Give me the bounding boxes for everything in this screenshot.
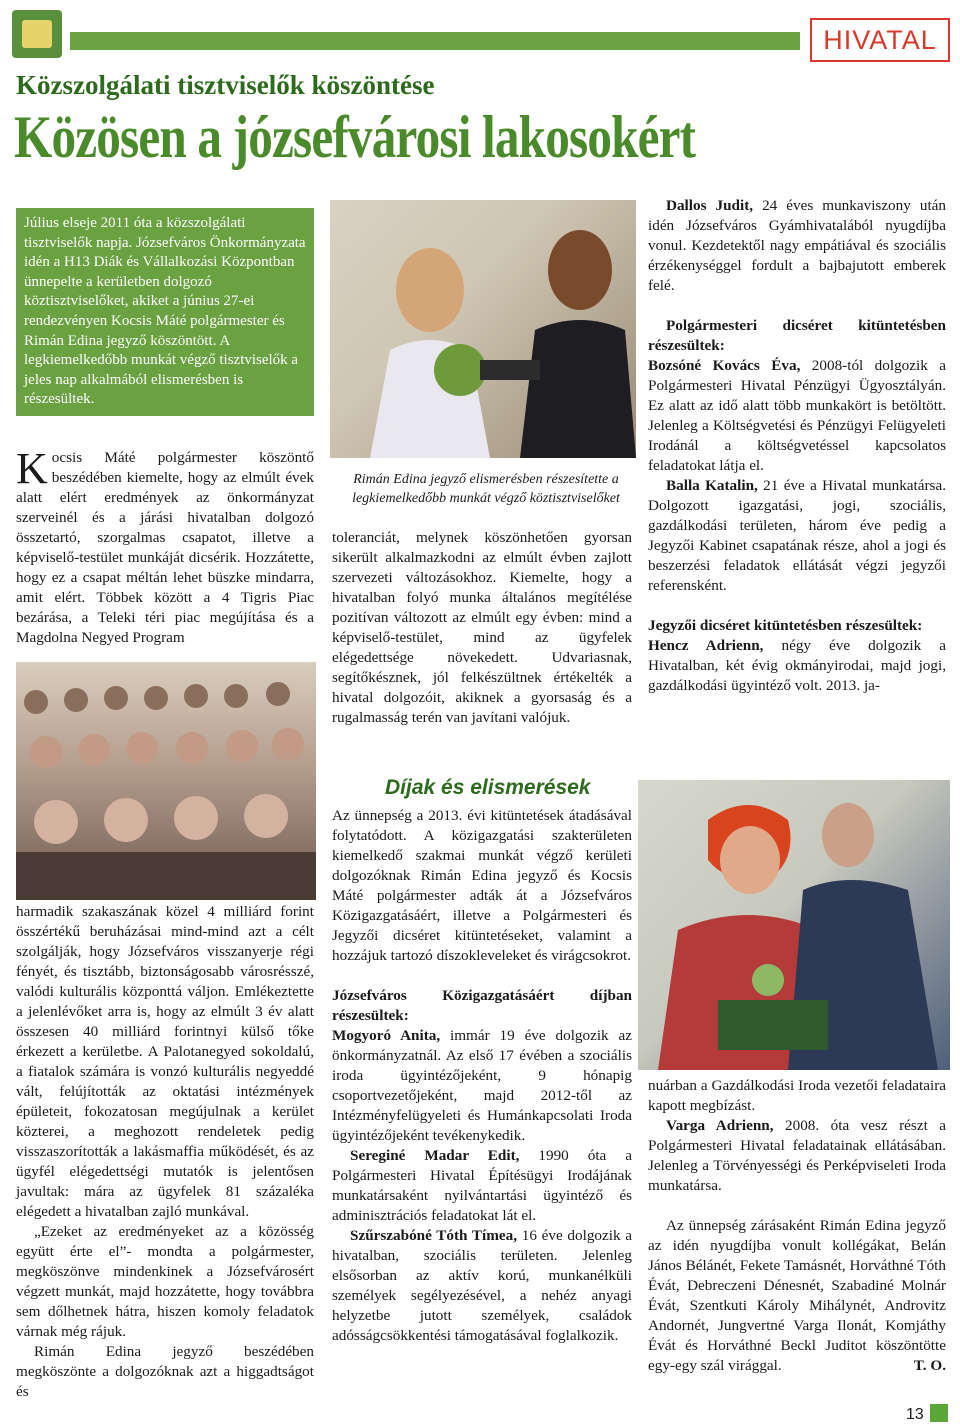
awardee-text: 2008. óta vesz részt a Polgármesteri Hivatal feladatainak ellátásában. Jelenleg a Törvényességi és Perképviseleti Iroda munkatársa. — [648, 1117, 946, 1194]
awardee-text: 24 éves munkaviszony után idén Józsefváros Gyámhivatalából nyugdíjba vonul. Kezdetektől nagy empátiával és szociális érzékenységgel fordult a bajbajutott emberek felé. — [648, 197, 946, 294]
photo-caption: Rimán Edina jegyző elismerésben részesítette a legkiemelkedőbb munkát végző köztisztviselőket — [352, 472, 620, 506]
awardee-name: Szűrszabóné Tóth Tímea, — [350, 1227, 518, 1244]
section-label: HIVATAL — [810, 18, 950, 62]
article-headline: Közösen a józsefvárosi lakosokért — [14, 104, 696, 170]
awardee-name: Bozsóné Kovács Éva, — [648, 357, 801, 374]
awardee-name: Mogyoró Anita, — [332, 1027, 441, 1044]
article-kicker: Közszolgálati tisztviselők köszöntése — [16, 70, 435, 100]
awardee-text: 1990 óta a Polgármesteri Hivatal Építésügyi Irodájának munkatársaként nyilvántartási ügyintéző és adminisztrációs feladatokat lát el. — [332, 1147, 632, 1224]
col2-awards — [332, 806, 632, 1346]
awardee-name: Dallos Judit, — [666, 197, 754, 214]
awardee-text: 21 éve a Hivatal munkatársa. Dolgozott igazgatási, jogi, szociális, gazdálkodási területen, három éve pedig a Jegyzői Kabinet csapatának része, ahol a jogi és beszerzési feladatok ellátását végzi jegyzői referensként. — [648, 477, 947, 594]
page-number: 13 — [906, 1406, 924, 1423]
col1-continued — [16, 902, 314, 1402]
closing-text: Az ünnepség zárásaként Rimán Edina jegyző az idén nyugdíjba vonult kollégákat, Belán János Bélánét, Fekete Tamásnét, Horváthné Tóth Évát, Debreczeni Dénesnét, Szabadiné Molnár Évát, Szentkuti Károly Mihálynét, Androvitz Andornét, Jungvertné Varga Ilonát, Komjáthy Évát és Horváthné Beckl Juditot köszöntötte egy-egy szál virággal. — [648, 1217, 946, 1374]
audience-illustration — [16, 662, 316, 900]
awardee-text: 16 éve dolgozik a hivatalban, szociális területen. Jelenleg elsősorban az aktív korú, munkanélküli személyek segélyezésével, a nehéz anyagi helyzetbe jutott személyek, családok adósságcsökkentési támogatásával foglalkozik. — [332, 1227, 632, 1344]
col3-paragraph-5: nuárban a Gazdálkodási Iroda vezetői feladataira kapott megbízást. — [648, 1077, 946, 1114]
page-marker-square — [930, 1404, 948, 1422]
header-green-bar — [70, 32, 800, 50]
author-signature: T. O. — [913, 1357, 946, 1374]
awardee-text: négy éve dolgozik a Hivatalban, két évig okmányirodai, majd jogi, gazdálkodási ügyintéző volt. 2013. ja- — [648, 637, 946, 694]
award-ceremony-photo — [330, 200, 636, 458]
awardee-name: Hencz Adrienn, — [648, 637, 764, 654]
praise-heading: Polgármesteri dicséret kitüntetésben részesültek: — [648, 317, 946, 354]
ceremony-illustration — [330, 200, 636, 458]
municipal-crest-logo — [12, 10, 62, 58]
award-heading: Józsefváros Közigazgatásáért díjban részesültek: — [332, 987, 632, 1024]
col1-paragraph-4: Rimán Edina jegyző beszédében megköszönte a dolgozóknak azt a higgadtságot és — [16, 1343, 314, 1400]
drop-cap: K — [16, 444, 48, 493]
col1-paragraph-3: „Ezeket az eredményeket az a közösség együtt érte el”- mondta a polgármester, megköszönve mindenkinek a Józsefvárosért végzett munkát, majd hozzátette, hogy továbbra sem dőlhetnek hátra, hiszen komoly feladatok várnak még rájuk. — [16, 1223, 314, 1340]
notary-praise-heading: Jegyzői dicséret kitüntetésben részesültek: — [648, 617, 923, 634]
col2-paragraph-1: toleranciát, melynek köszönhetően gyorsan sikerült alkalmazkodni az elmúlt évben zajlott szervezeti változásokhoz. Kiemelte, hogy a hivatalban folyó munka általános megítélése pozitívan változott az elmúlt egy évben: mind a képviselő-testület, mind az ügyfelek elégedettsége növekedett. Udvariasnak, segítőkésznek, jól felkészültnek értékelték a hivatal dolgozóit, akiknek a gyorsaság és a rugalmasság terén van javítani valójuk. — [332, 529, 632, 726]
awardee-name: Sereginé Madar Edit, — [350, 1147, 520, 1164]
lead-box: Július elseje 2011 óta a közszolgálati tisztviselők napja. Józsefváros Önkormányzata idén a H13 Diák és Vállalkozási Központban ünnepelte a kerületben dolgozó köztisztviselőket, akiket a június 27-ei rendezvényen Kocsis Máté polgármester és Rimán Edina jegyző köszöntött. A legkiemelkedőbb munkát végző tisztviselők a jeles nap alkalmából elismerésben is részesültek. — [16, 208, 314, 416]
col1-paragraph-1: ocsis Máté polgármester köszöntő beszédében kiemelte, hogy az elmúlt évek alatt elért eredmények az önkormányzat szerveinél és a járási hivatalban dolgozó összetartó, szorgalmas csapatot, illetve a képviselő-testület munkáját dicsérik. Hozzátette, hogy ez a csapat méltán lehet büszke mindarra, amit elért. Többek között a 4 Tigris Piac bezárása, a Teleki téri piac megújítása és a Magdolna Negyed Program — [16, 449, 314, 646]
col3-top — [648, 196, 946, 696]
col1-intro — [16, 444, 314, 648]
col2-paragraph-2: Az ünnepség a 2013. évi kitüntetések átadásával folytatódott. A közigazgatási szakterületen kiemelkedő szakmai munkát végző kerületi dolgozóknak Rimán Edina jegyző és Kocsis Máté polgármester adták át a Józsefváros Közigazgatásáért, illetve a Polgármesteri és Jegyzői dicséret kitüntetéseket, valamint a hozzájuk tartozó díszokleveleket és virágcsokrot. — [332, 807, 632, 964]
col3-bottom — [648, 1076, 946, 1376]
awardee-name: Balla Katalin, — [666, 477, 758, 494]
col1-paragraph-2: harmadik szakaszának közel 4 milliárd forint összértékű beruházásai mind-mind azt a célt szolgálják, hogy Józsefváros visszanyerje régi fényét, és tisztább, biztonságosabb városrésszé, valódi kulturális központtá váljon. Emlékeztette a jelenlévőket arra is, hogy az elmúlt 3 év alatt összesen 40 milliárd forintnyi külső tőke érkezett a kerületbe. A Palotanegyed sokoldalú, a fiatalok számára is vonzó kulturális negyeddé vált, felújították az oktatási intézmények épületeit, fokozatosan megújulnak a kerület közterei, a meghozott rendeletek pedig visszaszorították a lakásmaffia működését, és az ügyfél elégedettségi mutatók is jelentősen javultak: mára az ügyfelek 81 százaléka elégedett a hivatalban zajló munkával. — [16, 903, 314, 1220]
awardee-text: immár 19 éve dolgozik az önkormányzatnál. Az első 17 évében a szociális iroda ügyintézőjeként, 9 hónapig csoportvezetőjeként, majd 2012-től az Intézményfelügyeleti és Humánkapcsolati Iroda ügyintézőjeként tevékenykedik. — [332, 1027, 632, 1144]
handover-illustration — [638, 780, 950, 1070]
awardee-text: 2008-tól dolgozik a Polgármesteri Hivatal Pénzügyi Ügyosztályán. Ez alatt az idő alatt több munkakört is betöltött. Jelenleg a Költségvetési és Pénzügyi Felügyeleti Irodánál a költségvetéssel kapcsolatos feladatokat látja el. — [648, 357, 946, 474]
awardee-name: Varga Adrienn, — [666, 1117, 774, 1134]
award-handover-photo — [638, 780, 950, 1070]
awards-subheading: Díjak és elismerések — [385, 776, 591, 799]
audience-photo — [16, 662, 316, 900]
